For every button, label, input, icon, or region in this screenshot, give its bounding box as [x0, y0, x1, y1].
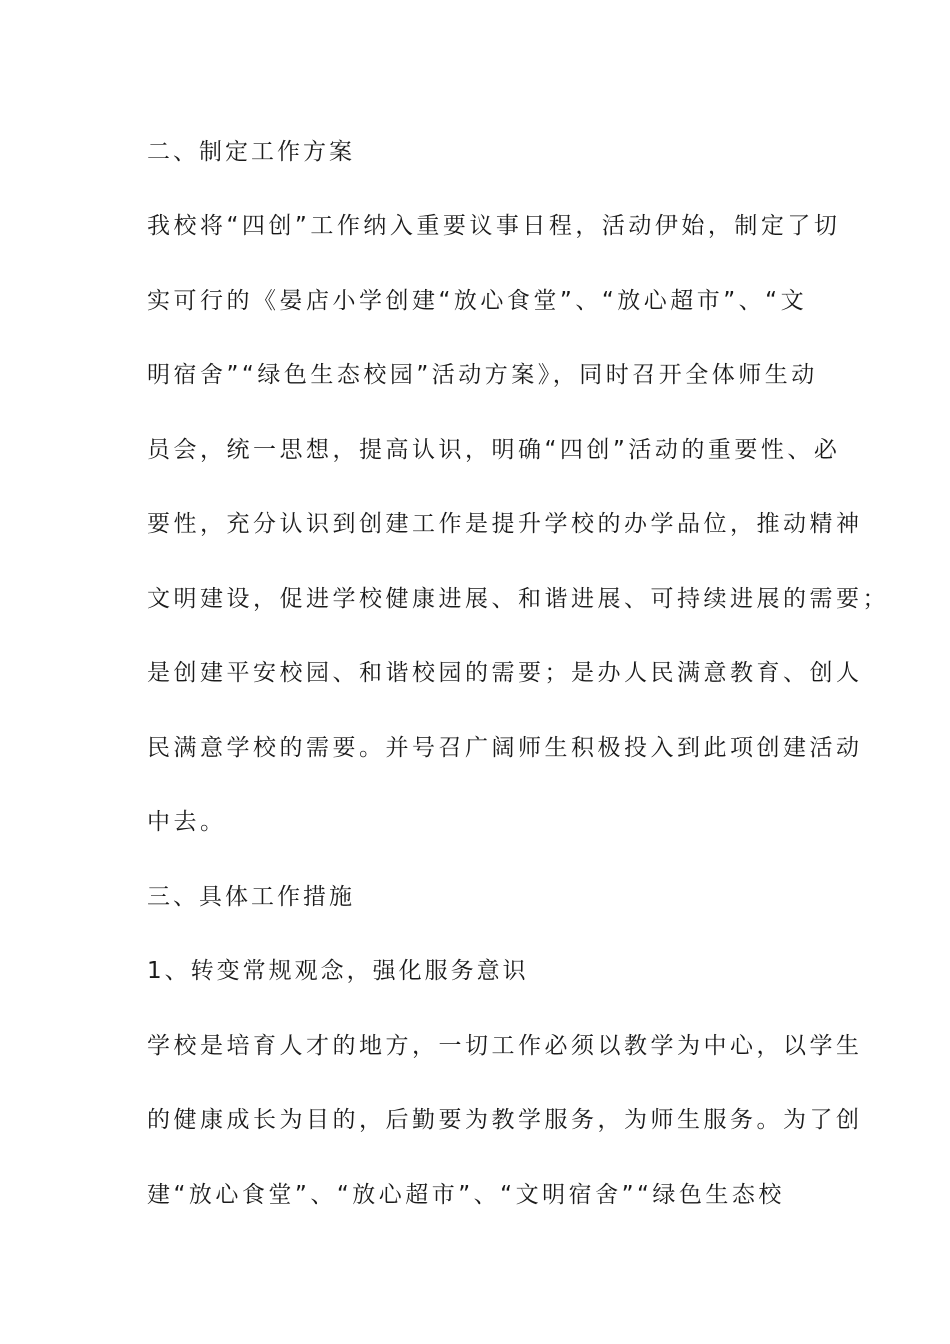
- paragraph-line: 中去。: [147, 809, 227, 835]
- paragraph-line: 实可行的《晏店小学创建“放心食堂”、“放心超市”、“文: [147, 288, 808, 314]
- section-2-heading: 二、制定工作方案: [147, 139, 355, 165]
- section-3-heading: 三、具体工作措施: [147, 884, 355, 910]
- paragraph-line: 文明建设，促进学校健康进展、和谐进展、可持续进展的需要；: [147, 586, 889, 612]
- paragraph-line: 的健康成长为目的，后勤要为教学服务，为师生服务。为了创: [147, 1107, 863, 1133]
- paragraph-line: 明宿舍”“绿色生态校园”活动方案》，同时召开全体师生动: [147, 362, 818, 388]
- paragraph-line: 是创建平安校园、和谐校园的需要；是办人民满意教育、创人: [147, 660, 863, 686]
- paragraph-line: 员会，统一思想，提高认识，明确“四创”活动的重要性、必: [147, 437, 841, 463]
- paragraph-line: 建“放心食堂”、“放心超市”、“文明宿舍”“绿色生态校: [147, 1182, 785, 1208]
- paragraph-line: 民满意学校的需要。并号召广阔师生积极投入到此项创建活动: [147, 735, 863, 761]
- paragraph-line: 我校将“四创”工作纳入重要议事日程，活动伊始，制定了切: [147, 213, 841, 239]
- paragraph-line: 学校是培育人才的地方，一切工作必须以教学为中心，以学生: [147, 1033, 863, 1059]
- subsection-1-heading: 1、转变常规观念，强化服务意识: [147, 958, 529, 984]
- paragraph-line: 要性，充分认识到创建工作是提升学校的办学品位，推动精神: [147, 511, 863, 537]
